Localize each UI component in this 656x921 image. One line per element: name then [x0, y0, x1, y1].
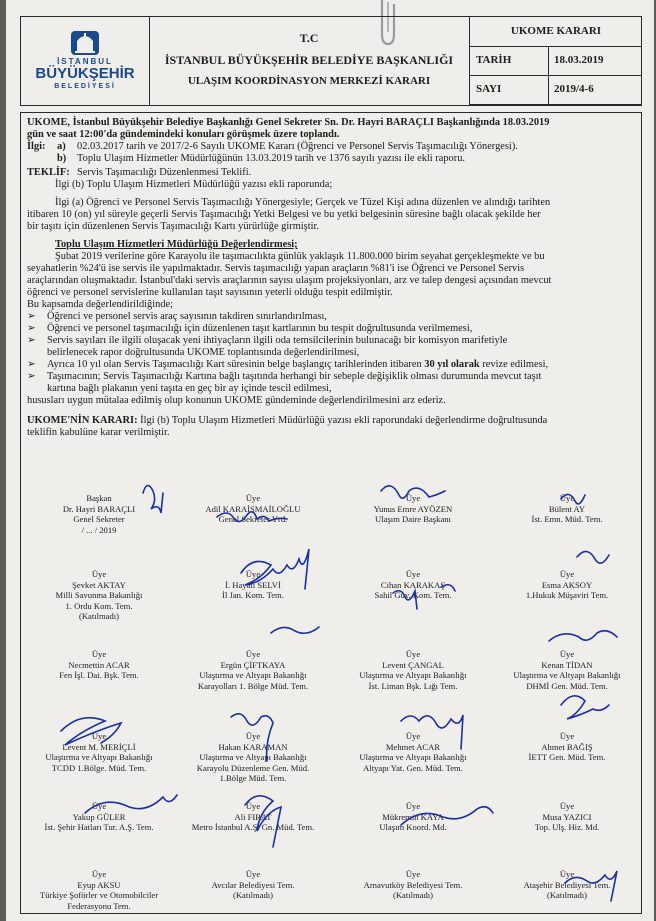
logo-line-3: BELEDİYESİ	[54, 83, 116, 90]
bullet-4a: Ayrıca 10 yıl olan Servis Taşımacılığı Kart süresinin belge başlangıç tarihlerinden itibaren	[47, 359, 422, 370]
signatory-role: Üye	[405, 569, 421, 579]
header-title-2: ULAŞIM KOORDİNASYON MERKEZİ KARARI	[187, 75, 431, 87]
number-label: SAYI	[476, 83, 502, 95]
signatory-block	[24, 569, 174, 622]
number-value: 2019/4-6	[554, 83, 594, 95]
signatory-block	[24, 731, 174, 773]
signatory-line: Levent ÇANGAL	[382, 659, 444, 670]
signatory-block	[492, 649, 642, 691]
signatory-line: Necmettin ACAR	[68, 659, 130, 670]
signatory-role: Üye	[405, 869, 421, 879]
signatory-role: Üye	[559, 731, 575, 741]
signatory-line: İst. Liman Bşk. Lığı Tem.	[368, 680, 458, 691]
signatory-line: İl Jan. Kom. Tem.	[222, 590, 284, 600]
signatory-line: Sahil Güv. Kom. Tem.	[374, 590, 452, 600]
bullet-marker: ➢	[27, 311, 36, 322]
signatory-line: Kenan TİDAN	[541, 659, 593, 670]
signatory-block	[24, 493, 174, 535]
signatory-role: Üye	[245, 731, 261, 741]
signatory-role: Başkan	[86, 493, 112, 503]
teklif-p2: itibaren 10 (on) yıl süreyle geçerli Servis Taşımacılığı Yetki Belgesi ve bu yetki belgesinin süresine bağlı olacak şekilde her	[27, 209, 541, 220]
header-title-block	[149, 17, 469, 105]
signatory-role: Üye	[91, 569, 107, 579]
teklif-text: Servis Taşımacılığı Düzenlenmesi Teklifi.	[77, 167, 252, 178]
signatory-line: / ... / 2019	[81, 524, 117, 535]
signatory-line: (Katılmadı)	[392, 890, 434, 900]
handwritten-signatures-image	[21, 473, 641, 913]
signatory-block	[338, 569, 488, 601]
signatory-role: Üye	[559, 569, 575, 579]
signatory-block	[178, 649, 328, 691]
signatory-role: Üye	[405, 731, 421, 741]
decision-label-row	[470, 17, 642, 47]
bullet-marker: ➢	[27, 323, 36, 334]
assessment-line-1: Şubat 2019 verilerine göre Karayolu ile taşımacılıkta günlük yaklaşık 11.800.000 birim seyahat gerçekleşmekte ve bu	[55, 251, 545, 262]
assessment-line-4: öğrenci ve personel servislerine kullanılan taşıt sayısının yeterli olduğu tespit edilmiştir.	[27, 287, 393, 298]
signatory-block	[338, 649, 488, 691]
signatory-role: Üye	[405, 649, 421, 659]
ilgi-b-text: Toplu Ulaşım Hizmetler Müdürlüğünün 13.03.2019 tarih ve 1376 sayılı yazısı ile ekli raporu.	[77, 153, 465, 164]
signatory-line: Karayolu Düzenleme Gen. Müd.	[196, 762, 310, 773]
teklif-label: TEKLİF:	[27, 167, 70, 178]
signatory-role: Üye	[91, 801, 107, 811]
signatory-line: Ergün ÇİFTKAYA	[220, 659, 286, 670]
assessment-line-5: Bu kapsamda değerlendirildiğinde;	[27, 299, 174, 310]
signatory-block	[492, 493, 642, 525]
signatory-role: Üye	[245, 801, 261, 811]
document-body	[20, 112, 642, 914]
signatory-role: Üye	[405, 493, 421, 503]
signatory-line: Hakan KARAMAN	[218, 741, 288, 752]
signatory-line: (Katılmadı)	[78, 611, 120, 621]
signatory-line: Ulaştırma ve Altyapı Bakanlığı	[199, 752, 307, 762]
signatory-block	[178, 869, 328, 901]
ilgi-a-marker: a)	[57, 141, 66, 152]
signatory-block	[24, 801, 174, 833]
bullet-marker: ➢	[27, 335, 36, 346]
info-divider	[548, 46, 549, 105]
bullet-2: Öğrenci ve personel taşımacılığı için düzenlenen taşıt kartlarının bu tespit doğrultusunda verilmemesi,	[47, 323, 473, 334]
intro-line-2: gün ve saat 12:00'da gündemindeki konuları görüşmek üzere toplandı.	[27, 129, 340, 140]
document-header	[20, 16, 642, 106]
signatory-line: Bülent AY	[548, 503, 586, 514]
signatory-block	[338, 731, 488, 773]
decision-label-text: UKOME'NİN KARARI:	[27, 415, 138, 426]
bullet-5b: kartına bağlı plakanın yeni taşıta en geç bir ay içinde tescil edilmesi,	[47, 383, 332, 394]
signatory-line: İst. Emn. Müd. Tem.	[531, 514, 603, 524]
date-row	[470, 46, 642, 76]
signatory-line: Yakup GÜLER	[72, 811, 126, 822]
signatory-block	[338, 493, 488, 525]
ibb-logo	[21, 17, 150, 105]
ilgi-b-marker: b)	[57, 153, 67, 164]
signatory-line: Metro İstanbul A.Ş. Gn. Müd. Tem.	[191, 822, 315, 832]
signatory-line: Cihan KARAKAŞ	[380, 579, 446, 590]
signatory-block	[24, 649, 174, 681]
signatory-line: Genel Sekreter	[73, 514, 125, 524]
signatory-line: Ahmet BAĞIŞ	[541, 741, 593, 752]
signatory-line: Top. Ulş. Hiz. Md.	[534, 822, 600, 832]
date-label: TARİH	[476, 54, 512, 66]
signatory-line: Türkiye Şoförler ve Otomobilciler	[39, 890, 159, 900]
signatory-block	[24, 869, 174, 911]
signatory-block	[492, 801, 642, 833]
signatory-role: Üye	[245, 493, 261, 503]
decision-text-2: teklifin kabulüne karar verilmiştir.	[27, 427, 170, 438]
signatory-role: Üye	[245, 649, 261, 659]
teklif-ref: İlgi (b) Toplu Ulaşım Hizmetleri Müdürlüğü yazısı ekli raporunda;	[55, 179, 333, 190]
bullet-3a: Servis sayıları ile ilgili oluşacak yeni ihtiyaçların ilgili oda temsilcilerinin bulunacağı bir komisyon marifetiyle	[47, 335, 508, 346]
bullet-5a: Taşımacının; Servis Taşımacılığı Kartına bağlı taşıtında herhangi bir sebeple değişiklik olması durumunda mevcut taşıt	[47, 371, 542, 382]
signatory-role: Üye	[245, 869, 261, 879]
signatory-line: Şevket AKTAY	[72, 579, 126, 590]
intro-line-1: UKOME, İstanbul Büyükşehir Belediye Başkanlığı Genel Sekreter Sn. Dr. Hayri BARAÇLI Başkanlığında 18.03.2019	[27, 117, 550, 128]
signatory-block	[178, 493, 328, 525]
signatory-line: TCDD 1.Bölge. Müd. Tem.	[51, 762, 147, 773]
signatory-block	[178, 731, 328, 784]
signatory-line: Federasyonu Tem.	[67, 900, 131, 911]
assessment-line-2: seyahatlerin %24'ü ise servis ile yapılmaktadır. Servis taşımacılığı yapan araçların %81'i ise Öğrenci ve Personel Servis	[27, 263, 525, 274]
signatory-line: Dr. Hayri BARAÇLI	[62, 503, 136, 514]
signatory-block	[492, 869, 642, 901]
bullet-marker: ➢	[27, 359, 36, 370]
signatory-line: Ulaştırma ve Altyapı Bakanlığı	[359, 670, 467, 680]
signatory-line: Levent M. MERİÇLİ	[62, 741, 136, 752]
logo-line-2: BÜYÜKŞEHİR	[35, 65, 135, 82]
decision-info-box	[469, 17, 642, 105]
signatory-role: Üye	[559, 649, 575, 659]
signatory-line: Ulaştırma ve Altyapı Bakanlığı	[359, 752, 467, 762]
assessment-line-3: araçlarından oluşmaktadır. İstanbul'daki servis araçlarının sayısı ulaşım projeksiyonları, arz ve talep dengesi açısından mevcut	[27, 275, 552, 286]
signatory-line: İst. Şehir Hatları Tur. A.Ş. Tem.	[44, 822, 154, 832]
bullet-4	[47, 359, 548, 371]
signatory-block	[492, 569, 642, 601]
signatory-line: Ulaşım Daire Başkanı	[375, 514, 451, 524]
header-tc: T.C	[299, 31, 319, 45]
date-value: 18.03.2019	[554, 54, 604, 66]
signatory-line: Ataşehir Belediyesi Tem.	[523, 879, 611, 890]
signatory-line: Eyup AKSU	[77, 879, 121, 890]
signatory-line: Mehmet ACAR	[385, 741, 441, 752]
signatory-line: Adil KARAİSMAİLOĞLU	[205, 503, 301, 514]
bullet-4-highlight: 30 yıl olarak	[424, 359, 480, 370]
logo-line-1: İSTANBUL	[57, 57, 113, 66]
ilgi-label: İlgi:	[27, 141, 46, 152]
signatory-line: (Katılmadı)	[232, 890, 274, 900]
signatory-line: DHMİ Gen. Müd. Tem.	[526, 680, 608, 691]
signatory-line: İ. Hayati SELVİ	[225, 579, 281, 590]
signatory-line: Avcılar Belediyesi Tem.	[211, 879, 295, 890]
signatory-line: Esma AKSOY	[541, 579, 593, 590]
signatory-role: Üye	[559, 493, 575, 503]
signatory-role: Üye	[91, 869, 107, 879]
assessment-closing: hususları uygun mütalaa edilmiş olup konunun UKOME gündeminde değerlendirilmesini arz ederiz.	[27, 395, 446, 406]
signatory-role: Üye	[559, 801, 575, 811]
document-page	[6, 0, 654, 921]
signatory-line: Ulaştırma ve Altyapı Bakanlığı	[199, 670, 307, 680]
signatory-role: Üye	[91, 649, 107, 659]
signatory-line: Ulaştırma ve Altyapı Bakanlığı	[45, 752, 153, 762]
signatory-line: İETT Gen. Müd. Tem.	[528, 752, 606, 762]
bullet-3b: belirlenecek rapor doğrultusunda UKOME toplantısında değerlendirilmesi,	[47, 347, 360, 358]
signatory-role: Üye	[91, 731, 107, 741]
signatory-line: 1.Hukuk Müşaviri Tem.	[525, 590, 609, 600]
signatory-line: Fen İşl. Dai. Bşk. Tem.	[59, 670, 139, 680]
assessment-heading: Toplu Ulaşım Hizmetleri Müdürlüğü Değerlendirmesi;	[55, 239, 298, 250]
signatory-line: Ulaştırma ve Altyapı Bakanlığı	[513, 670, 621, 680]
signatory-line: Genel Sekreter Yrd.	[218, 514, 288, 524]
signatory-line: Musa YAZICI	[542, 811, 592, 822]
signatory-block	[338, 801, 488, 833]
ilgi-a-text: 02.03.2017 tarih ve 2017/2-6 Sayılı UKOME Kararı (Öğrenci ve Personel Servis Taşımacılığı Yönergesi).	[77, 141, 518, 152]
number-row	[470, 75, 642, 105]
signatory-line: Ali FIRAT	[234, 811, 272, 822]
teklif-p1: İlgi (a) Öğrenci ve Personel Servis Taşımacılığı Yönergesiyle; Gerçek ve Tüzel Kişi adına düzenlen ve alındığı tarihten	[55, 197, 551, 208]
ibb-emblem-icon	[69, 27, 101, 57]
signatory-line: Ulaşım Koord. Md.	[379, 822, 447, 832]
teklif-p3: bir taşıtı için düzenlenen Servis Taşımacılığı Kartı yürürlüğe girmiştir.	[27, 221, 319, 232]
bullet-4c: revize edilmesi,	[482, 359, 549, 370]
signatory-line: 1.Bölge Müd. Tem.	[219, 773, 287, 783]
signatory-line: Karayolları 1. Bölge Müd. Tem.	[197, 680, 309, 691]
signatory-line: 1. Ordu Kom. Tem.	[65, 600, 133, 611]
bullet-marker: ➢	[27, 371, 36, 382]
bullet-1: Öğrenci ve personel servis araç sayısının takdiren sınırlandırılması,	[47, 311, 327, 322]
signatory-line: (Katılmadı)	[546, 890, 588, 900]
signatory-line: Mükremin KAYA	[382, 811, 444, 822]
decision-label: UKOME KARARI	[510, 25, 602, 37]
signatory-block	[338, 869, 488, 901]
header-title-1: İSTANBUL BÜYÜKŞEHİR BELEDİYE BAŞKANLIĞI	[164, 53, 454, 67]
signatory-block	[178, 569, 328, 601]
signatory-role: Üye	[405, 801, 421, 811]
signatory-block	[492, 731, 642, 763]
signatory-line: Arnavutköy Belediyesi Tem.	[363, 879, 463, 890]
signatory-role: Üye	[559, 869, 575, 879]
signatory-block	[178, 801, 328, 833]
decision-line-1	[27, 415, 547, 427]
signatory-line: Milli Savunma Bakanlığı	[55, 590, 143, 600]
signatory-line: Altyapı Yat. Gen. Müd. Tem.	[363, 762, 463, 773]
decision-text-1: İlgi (b) Toplu Ulaşım Hizmetleri Müdürlüğü yazısı ekli raporundaki değerlendirme doğrultusunda	[140, 415, 548, 426]
signatory-role: Üye	[245, 569, 261, 579]
signatory-line: Yunus Emre AYÖZEN	[373, 503, 453, 514]
